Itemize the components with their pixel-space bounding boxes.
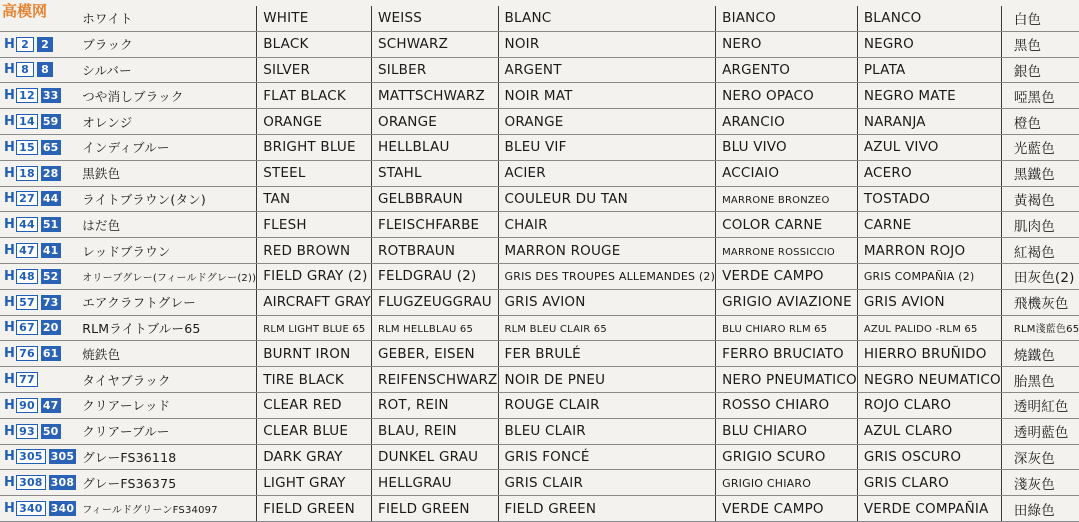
color-name-english: DARK GRAY: [257, 444, 372, 470]
table-row: [0, 134, 1079, 160]
hobby-code-number: 15: [16, 140, 38, 155]
color-name-spanish: ROJO CLARO: [857, 392, 1001, 418]
site-watermark: 高模网: [2, 2, 48, 20]
paint-code-cell: [0, 57, 76, 83]
color-name-english: LIGHT GRAY: [257, 470, 372, 496]
color-name-chinese: 胎黑色: [1001, 367, 1079, 393]
paint-code-cell: [0, 341, 76, 367]
hobby-code-prefix: H: [4, 217, 16, 233]
hobby-code-number: 48: [16, 269, 38, 284]
hobby-code-prefix: H: [4, 397, 16, 413]
color-name-french: NOIR MAT: [498, 83, 716, 109]
color-name-spanish: MARRON ROJO: [857, 238, 1001, 264]
hobby-code-number: 340: [16, 501, 46, 516]
color-name-german: FIELD GREEN: [372, 496, 499, 522]
hobby-code-number: 14: [16, 114, 38, 129]
color-name-italian: MARRONE ROSSICCIO: [716, 238, 858, 264]
color-name-japanese: 焼鉄色: [76, 341, 256, 367]
color-name-english: BURNT IRON: [257, 341, 372, 367]
color-name-chinese: 淺灰色: [1001, 470, 1079, 496]
mr-color-code: 33: [42, 89, 59, 103]
color-name-french: NOIR DE PNEU: [498, 367, 716, 393]
color-name-japanese: エアクラフトグレー: [76, 289, 256, 315]
color-name-japanese: オレンジ: [76, 109, 256, 135]
color-name-italian: FERRO BRUCIATO: [716, 341, 858, 367]
color-name-german: REIFENSCHWARZ: [372, 367, 499, 393]
color-name-german: DUNKEL GRAU: [372, 444, 499, 470]
table-row: [0, 470, 1079, 496]
color-name-english: CLEAR RED: [257, 392, 372, 418]
color-name-german: HELLBLAU: [372, 134, 499, 160]
paint-code-cell: [0, 496, 76, 522]
color-name-german: ORANGE: [372, 109, 499, 135]
color-name-english: RED BROWN: [257, 238, 372, 264]
color-name-chinese: 黃褐色: [1001, 186, 1079, 212]
paint-code-cell: [0, 367, 76, 393]
color-name-italian: ROSSO CHIARO: [716, 392, 858, 418]
paint-code-cell: [0, 31, 76, 57]
color-name-chinese: 黑色: [1001, 31, 1079, 57]
color-name-italian: GRIGIO AVIAZIONE: [716, 289, 858, 315]
color-name-french: ROUGE CLAIR: [498, 392, 716, 418]
color-name-english: BLACK: [257, 31, 372, 57]
color-name-chinese: 黑鐵色: [1001, 160, 1079, 186]
paint-code-cell: [0, 418, 76, 444]
color-name-english: BRIGHT BLUE: [257, 134, 372, 160]
color-name-spanish: AZUL PALIDO -RLM 65: [857, 315, 1001, 341]
color-name-french: ARGENT: [498, 57, 716, 83]
paint-code-cell: [0, 160, 76, 186]
hobby-code-prefix: H: [4, 36, 16, 52]
hobby-code-prefix: H: [4, 346, 16, 362]
color-name-german: SILBER: [372, 57, 499, 83]
color-name-spanish: HIERRO BRUÑIDO: [857, 341, 1001, 367]
mr-color-code: 59: [42, 115, 59, 129]
table-row: [0, 160, 1079, 186]
color-name-french: GRIS DES TROUPES ALLEMANDES (2): [498, 263, 716, 289]
color-name-japanese: グレーFS36375: [76, 470, 256, 496]
color-name-english: FLAT BLACK: [257, 83, 372, 109]
mr-color-code: 305: [50, 450, 75, 464]
mr-color-code: 308: [50, 476, 75, 490]
color-name-english: TAN: [257, 186, 372, 212]
color-name-italian: ACCIAIO: [716, 160, 858, 186]
hobby-code-prefix: H: [4, 139, 16, 155]
color-name-japanese: 黒鉄色: [76, 160, 256, 186]
color-name-japanese: インディブルー: [76, 134, 256, 160]
color-name-french: BLANC: [498, 6, 716, 31]
hobby-code-number: 90: [16, 398, 38, 413]
color-name-english: ORANGE: [257, 109, 372, 135]
color-name-french: NOIR: [498, 31, 716, 57]
color-name-italian: BIANCO: [716, 6, 858, 31]
hobby-code-prefix: H: [4, 501, 16, 517]
table-row: [0, 31, 1079, 57]
color-name-spanish: CARNE: [857, 212, 1001, 238]
color-name-chinese: 透明藍色: [1001, 418, 1079, 444]
color-name-italian: BLU CHIARO RLM 65: [716, 315, 858, 341]
color-name-japanese: はだ色: [76, 212, 256, 238]
hobby-code-prefix: H: [4, 62, 16, 78]
color-name-german: WEISS: [372, 6, 499, 31]
paint-color-table: [0, 6, 1079, 522]
hobby-code-number: 67: [16, 320, 38, 335]
color-name-chinese: 飛機灰色: [1001, 289, 1079, 315]
color-name-french: RLM BLEU CLAIR 65: [498, 315, 716, 341]
paint-code-cell: [0, 109, 76, 135]
paint-code-cell: [0, 6, 76, 31]
mr-color-code: 52: [42, 269, 59, 283]
hobby-code-number: 76: [16, 346, 38, 361]
color-name-chinese: 啞黑色: [1001, 83, 1079, 109]
color-name-german: BLAU, REIN: [372, 418, 499, 444]
table-row: [0, 341, 1079, 367]
mr-color-code: 44: [42, 192, 59, 206]
color-name-italian: COLOR CARNE: [716, 212, 858, 238]
color-name-chinese: 深灰色: [1001, 444, 1079, 470]
color-name-german: HELLGRAU: [372, 470, 499, 496]
mr-color-code: 61: [42, 347, 59, 361]
mr-color-code: 20: [42, 321, 59, 335]
color-name-chinese: 銀色: [1001, 57, 1079, 83]
color-name-german: STAHL: [372, 160, 499, 186]
color-name-french: GRIS CLAIR: [498, 470, 716, 496]
mr-color-code: 51: [42, 218, 59, 232]
paint-code-cell: [0, 212, 76, 238]
table-row: [0, 315, 1079, 341]
paint-code-cell: [0, 315, 76, 341]
color-name-chinese: 白色: [1001, 6, 1079, 31]
table-row: [0, 109, 1079, 135]
color-name-japanese: つや消しブラック: [76, 83, 256, 109]
color-name-english: FIELD GREEN: [257, 496, 372, 522]
color-name-spanish: GRIS COMPAÑIA (2): [857, 263, 1001, 289]
table-row: [0, 289, 1079, 315]
color-name-spanish: NEGRO NEUMATICO: [857, 367, 1001, 393]
color-name-japanese: ライトブラウン(タン): [76, 186, 256, 212]
hobby-code-number: 93: [16, 424, 38, 439]
hobby-code-prefix: H: [4, 294, 16, 310]
color-name-chinese: 光藍色: [1001, 134, 1079, 160]
mr-color-code: 73: [42, 295, 59, 309]
color-name-italian: NERO PNEUMATICO: [716, 367, 858, 393]
color-name-french: FIELD GREEN: [498, 496, 716, 522]
mr-color-code: 2: [37, 37, 53, 52]
color-name-japanese: シルバー: [76, 57, 256, 83]
color-name-french: GRIS AVION: [498, 289, 716, 315]
color-name-french: ACIER: [498, 160, 716, 186]
color-name-german: FELDGRAU (2): [372, 263, 499, 289]
color-name-italian: BLU VIVO: [716, 134, 858, 160]
color-name-german: ROTBRAUN: [372, 238, 499, 264]
paint-code-cell: [0, 134, 76, 160]
color-name-german: FLUGZEUGGRAU: [372, 289, 499, 315]
color-name-spanish: AZUL VIVO: [857, 134, 1001, 160]
hobby-code-number: 27: [16, 191, 38, 206]
color-name-japanese: オリーブグレー(フィールドグレー(2)): [76, 263, 256, 289]
color-name-chinese: 燒鐵色: [1001, 341, 1079, 367]
color-name-spanish: ACERO: [857, 160, 1001, 186]
color-name-german: GELBBRAUN: [372, 186, 499, 212]
color-name-italian: VERDE CAMPO: [716, 263, 858, 289]
paint-code-cell: [0, 444, 76, 470]
color-name-spanish: NEGRO: [857, 31, 1001, 57]
hobby-code-number: 12: [16, 88, 38, 103]
color-name-chinese: 肌肉色: [1001, 212, 1079, 238]
color-name-english: RLM LIGHT BLUE 65: [257, 315, 372, 341]
paint-rows: [0, 6, 1079, 521]
color-name-french: MARRON ROUGE: [498, 238, 716, 264]
color-name-german: FLEISCHFARBE: [372, 212, 499, 238]
hobby-code-number: 57: [16, 295, 38, 310]
table-row: [0, 57, 1079, 83]
table-row: [0, 444, 1079, 470]
table-row: [0, 83, 1079, 109]
hobby-code-number: 47: [16, 243, 38, 258]
color-name-german: SCHWARZ: [372, 31, 499, 57]
mr-color-code: 41: [42, 244, 59, 258]
hobby-code-prefix: H: [4, 243, 16, 259]
table-row: [0, 238, 1079, 264]
mr-color-code: 340: [50, 502, 75, 516]
color-name-english: FIELD GRAY (2): [257, 263, 372, 289]
mr-color-code: 65: [42, 140, 59, 154]
color-name-english: STEEL: [257, 160, 372, 186]
color-name-italian: GRIGIO CHIARO: [716, 470, 858, 496]
paint-code-cell: [0, 186, 76, 212]
table-row: [0, 186, 1079, 212]
color-name-english: SILVER: [257, 57, 372, 83]
mr-color-code: 47: [42, 398, 59, 412]
color-name-italian: MARRONE BRONZEO: [716, 186, 858, 212]
color-name-japanese: タイヤブラック: [76, 367, 256, 393]
hobby-code-number: 2: [16, 37, 34, 52]
mr-color-code: 28: [42, 166, 59, 180]
color-name-spanish: NEGRO MATE: [857, 83, 1001, 109]
color-name-chinese: 田綠色: [1001, 496, 1079, 522]
color-name-spanish: GRIS AVION: [857, 289, 1001, 315]
color-name-french: COULEUR DU TAN: [498, 186, 716, 212]
paint-code-cell: [0, 238, 76, 264]
color-name-spanish: BLANCO: [857, 6, 1001, 31]
color-name-japanese: RLMライトブルー65: [76, 315, 256, 341]
color-name-italian: BLU CHIARO: [716, 418, 858, 444]
paint-code-cell: [0, 263, 76, 289]
color-name-chinese: 紅褐色: [1001, 238, 1079, 264]
paint-code-cell: [0, 392, 76, 418]
color-name-spanish: GRIS OSCURO: [857, 444, 1001, 470]
hobby-code-prefix: H: [4, 423, 16, 439]
hobby-code-prefix: H: [4, 449, 16, 465]
color-name-italian: ARANCIO: [716, 109, 858, 135]
color-name-english: AIRCRAFT GRAY: [257, 289, 372, 315]
hobby-code-number: 44: [16, 217, 38, 232]
hobby-code-number: 308: [16, 475, 46, 490]
table-row: [0, 418, 1079, 444]
color-name-italian: GRIGIO SCURO: [716, 444, 858, 470]
color-name-italian: NERO: [716, 31, 858, 57]
color-name-japanese: クリアーブルー: [76, 418, 256, 444]
color-name-spanish: VERDE COMPAÑIA: [857, 496, 1001, 522]
color-name-italian: VERDE CAMPO: [716, 496, 858, 522]
table-row: [0, 496, 1079, 522]
hobby-code-number: 77: [16, 372, 38, 387]
table-row: [0, 6, 1079, 31]
color-name-english: WHITE: [257, 6, 372, 31]
hobby-code-prefix: H: [4, 475, 16, 491]
color-name-spanish: AZUL CLARO: [857, 418, 1001, 444]
hobby-code-prefix: H: [4, 268, 16, 284]
color-name-japanese: グレーFS36118: [76, 444, 256, 470]
hobby-code-number: 8: [16, 62, 34, 77]
color-name-english: TIRE BLACK: [257, 367, 372, 393]
mr-color-code: 50: [42, 424, 59, 438]
color-name-spanish: TOSTADO: [857, 186, 1001, 212]
hobby-code-prefix: H: [4, 88, 16, 104]
hobby-code-prefix: H: [4, 191, 16, 207]
color-name-german: GEBER, EISEN: [372, 341, 499, 367]
color-name-french: ORANGE: [498, 109, 716, 135]
hobby-code-number: 305: [16, 449, 46, 464]
hobby-code-prefix: H: [4, 372, 16, 388]
color-name-spanish: NARANJA: [857, 109, 1001, 135]
color-name-french: BLEU VIF: [498, 134, 716, 160]
color-name-spanish: PLATA: [857, 57, 1001, 83]
paint-code-cell: [0, 289, 76, 315]
color-name-english: FLESH: [257, 212, 372, 238]
color-name-chinese: 田灰色(2): [1001, 263, 1079, 289]
hobby-code-prefix: H: [4, 165, 16, 181]
hobby-code-prefix: H: [4, 114, 16, 130]
color-name-italian: NERO OPACO: [716, 83, 858, 109]
hobby-code-prefix: H: [4, 320, 16, 336]
mr-color-code: 8: [37, 62, 53, 77]
color-name-german: RLM HELLBLAU 65: [372, 315, 499, 341]
color-name-french: FER BRULÉ: [498, 341, 716, 367]
table-row: [0, 212, 1079, 238]
color-name-french: CHAIR: [498, 212, 716, 238]
hobby-code-number: 18: [16, 166, 38, 181]
table-row: [0, 392, 1079, 418]
color-name-chinese: 透明紅色: [1001, 392, 1079, 418]
table-row: [0, 367, 1079, 393]
color-name-french: BLEU CLAIR: [498, 418, 716, 444]
color-name-english: CLEAR BLUE: [257, 418, 372, 444]
color-name-japanese: フィールドグリーンFS34097: [76, 496, 256, 522]
color-name-chinese: 橙色: [1001, 109, 1079, 135]
color-name-japanese: レッドブラウン: [76, 238, 256, 264]
color-name-japanese: ホワイト: [76, 6, 256, 31]
color-name-french: GRIS FONCÉ: [498, 444, 716, 470]
color-name-german: MATTSCHWARZ: [372, 83, 499, 109]
paint-code-cell: [0, 470, 76, 496]
color-name-japanese: クリアーレッド: [76, 392, 256, 418]
color-name-spanish: GRIS CLARO: [857, 470, 1001, 496]
color-name-chinese: RLM淺藍色65: [1001, 315, 1079, 341]
color-name-italian: ARGENTO: [716, 57, 858, 83]
table-row: [0, 263, 1079, 289]
color-name-german: ROT, REIN: [372, 392, 499, 418]
paint-code-cell: [0, 83, 76, 109]
color-name-japanese: ブラック: [76, 31, 256, 57]
